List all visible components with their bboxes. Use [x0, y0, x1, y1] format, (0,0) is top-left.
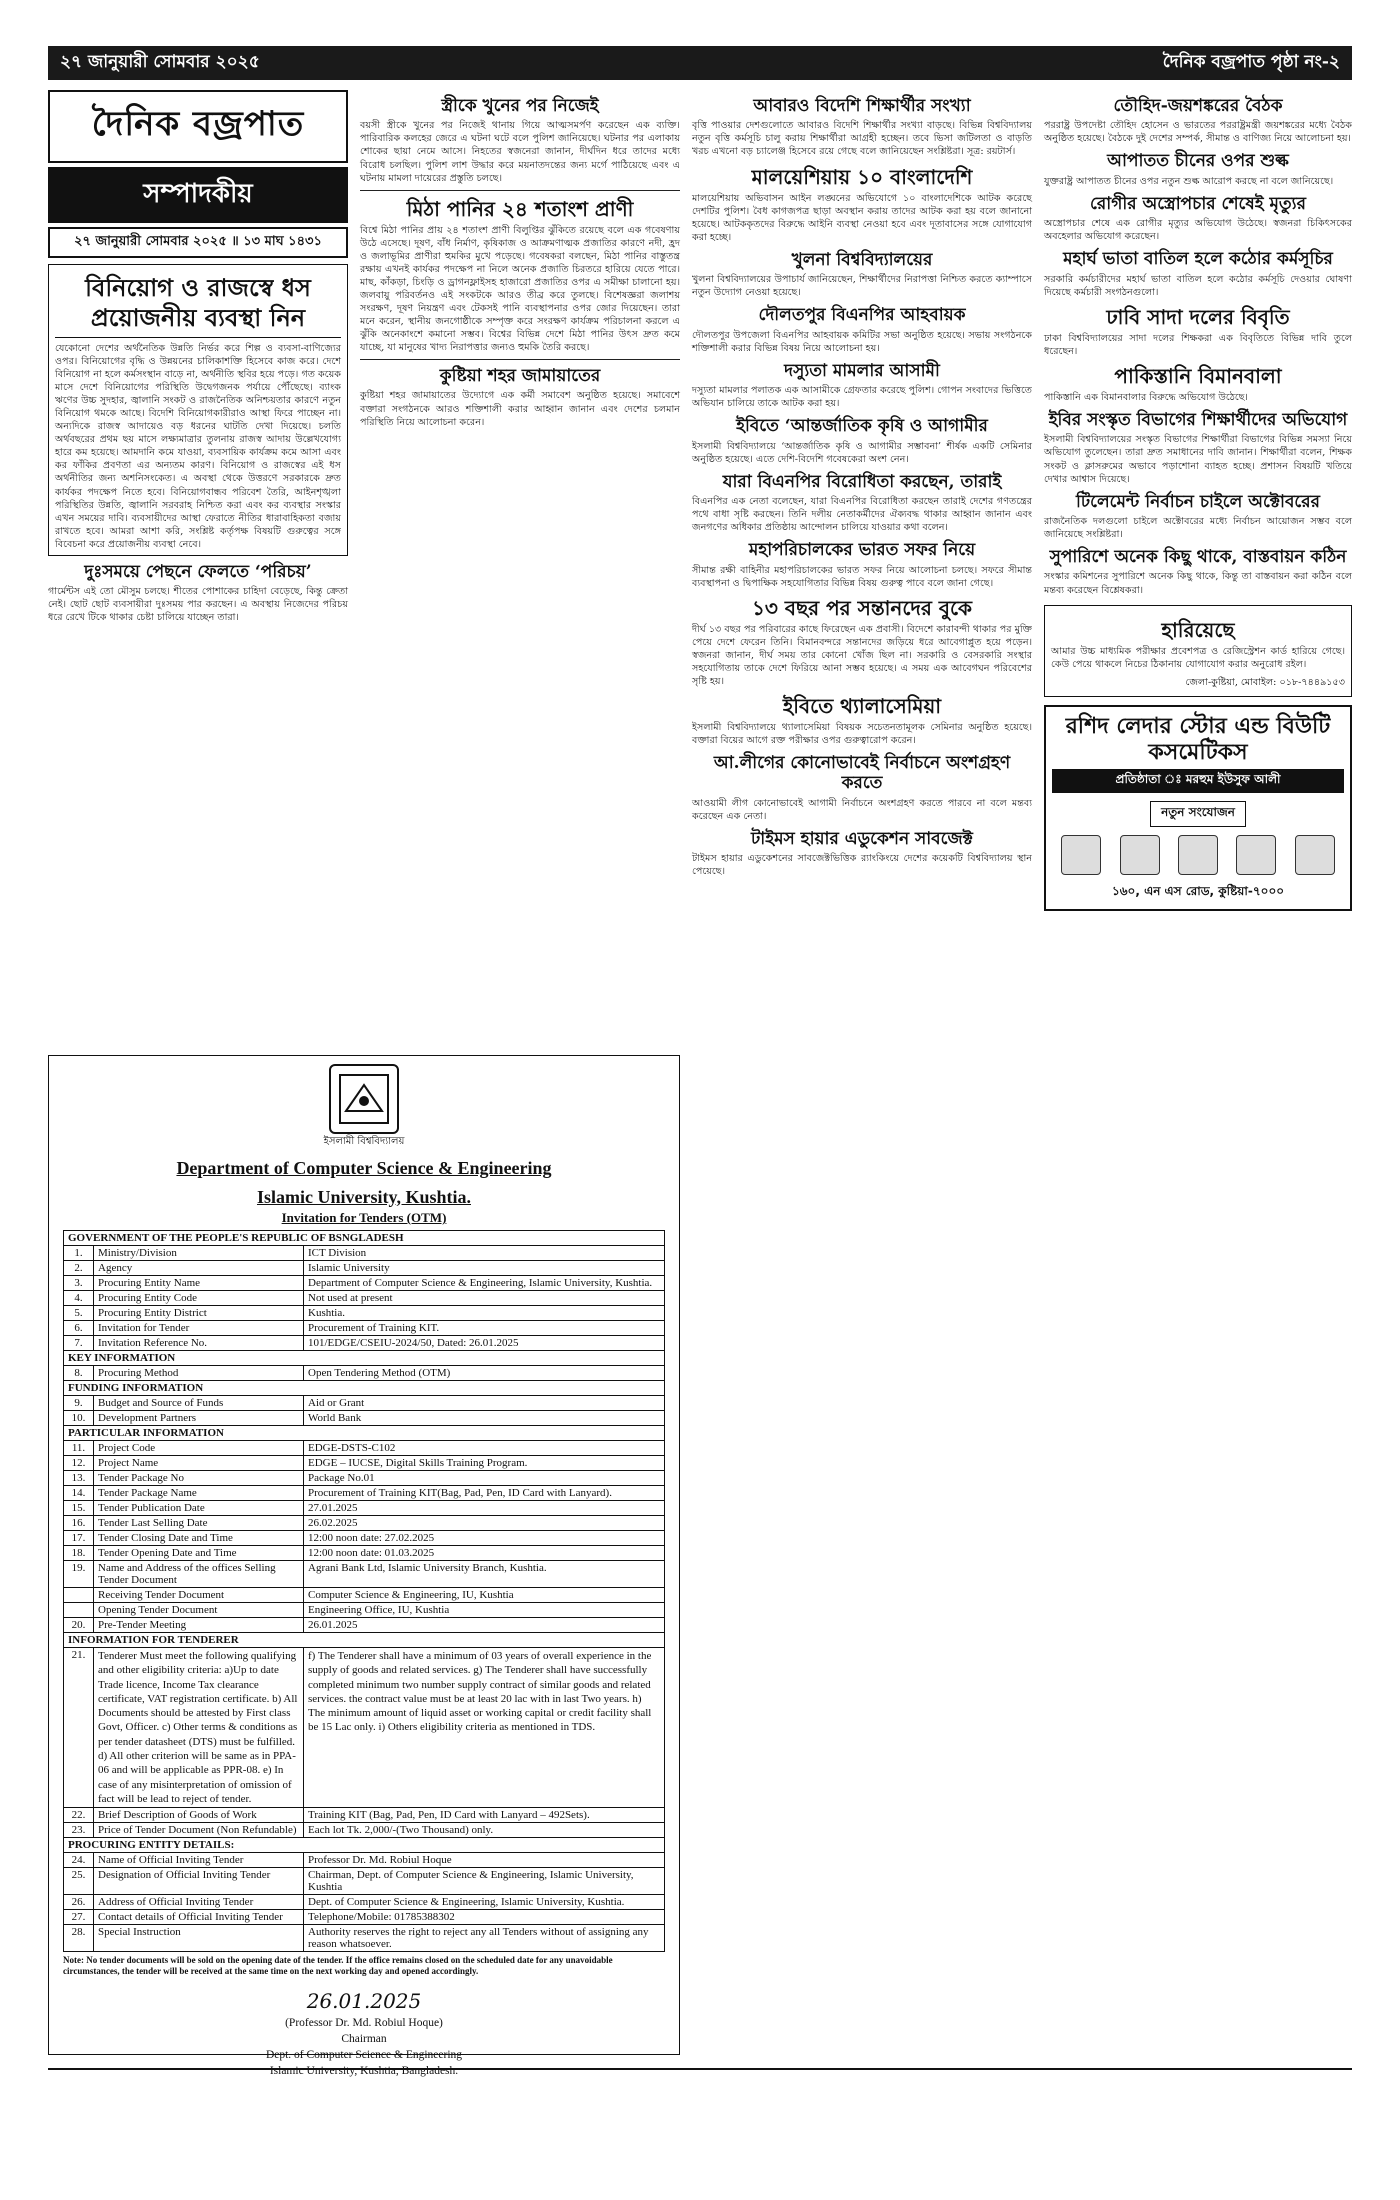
row-value: Open Tendering Method (OTM)	[304, 1366, 665, 1381]
bottom-rule	[48, 2068, 1352, 2070]
row-label: Name of Official Inviting Tender	[94, 1853, 304, 1868]
section-heading: PROCURING ENTITY DETAILS:	[64, 1838, 665, 1853]
story-headline: খুলনা বিশ্ববিদ্যালয়ের	[791, 249, 933, 270]
table-row	[64, 1306, 665, 1321]
table-row	[64, 1516, 665, 1531]
column-editorial	[48, 90, 348, 1040]
story-headline: ঢাবি সাদা দলের বিবৃতি	[1106, 304, 1290, 329]
section-row	[64, 1231, 665, 1246]
lost-notice	[1044, 605, 1352, 697]
row-number: 6.	[64, 1321, 94, 1336]
row-number: 14.	[64, 1486, 94, 1501]
row-number	[64, 1588, 94, 1603]
row-label: Budget and Source of Funds	[94, 1396, 304, 1411]
row-number: 26.	[64, 1895, 94, 1910]
signatory-title: Chairman	[341, 2032, 387, 2045]
table-row	[64, 1561, 665, 1588]
story-headline: ১৩ বছর পর সন্তানদের বুকে	[751, 595, 973, 620]
row-label: Tender Opening Date and Time	[94, 1546, 304, 1561]
story-headline: কুষ্টিয়া শহর জামায়াতের	[439, 366, 601, 387]
lost-body: আমার উচ্চ মাধ্যমিক পরীক্ষার প্রবেশপত্র ও রেজিস্ট্রেশন কার্ড হারিয়ে গেছে। কেউ পেয়ে থাকলে নিচের ঠিকানায় যোগাযোগ করার অনুরোধ রইল।	[1051, 645, 1345, 670]
row-value: Telephone/Mobile: 01785388302	[304, 1910, 665, 1925]
signatory-university: Islamic University, Kushtia, Bangladesh.	[269, 2065, 459, 2078]
section-row	[64, 1838, 665, 1853]
row-value: 26.01.2025	[304, 1618, 665, 1633]
row-number: 3.	[64, 1276, 94, 1291]
row-number: 22.	[64, 1808, 94, 1823]
row-value: Procurement of Training KIT.	[304, 1321, 665, 1336]
section-row	[64, 1426, 665, 1441]
story-headline: দৌলতপুর বিএনপির আহবায়ক	[758, 305, 966, 326]
row-number: 27.	[64, 1910, 94, 1925]
row-value: ICT Division	[304, 1246, 665, 1261]
row-label: Receiving Tender Document	[94, 1588, 304, 1603]
row-label: Invitation for Tender	[94, 1321, 304, 1336]
header-page-number: দৈনিক বজ্রপাত পৃষ্ঠা নং-২	[1162, 52, 1340, 72]
table-row	[64, 1396, 665, 1411]
row-label: Contact details of Official Inviting Tender	[94, 1910, 304, 1925]
ad-shop-name: রশিদ লেদার স্টোর এন্ড বিউটি কসমেটিকস	[1065, 712, 1331, 765]
row-value: EDGE-DSTS-C102	[304, 1441, 665, 1456]
row-value: Each lot Tk. 2,000/-(Two Thousand) only.	[304, 1823, 665, 1838]
row-value: Not used at present	[304, 1291, 665, 1306]
story-body: বয়সী স্ত্রীকে খুনের পর নিজেই থানায় গিয়ে আত্মসমর্পণ করেছেন এক ব্যক্তি। পারিবারিক কলহের জেরে এ ঘটনা ঘটে বলে পুলিশ জানিয়েছে। ঘটনার পর এলাকায় শোকের ছায়া নেমে আসে। নিহতের স্বজনেরা জানান, দীর্ঘদিন ধরে তাদের মধ্যে বিরোধ চলছিল। পুলিশ লাশ উদ্ধার করে ময়নাতদন্তের জন্য মর্গে পাঠিয়েছে এবং এ ঘটনায় মামলা দায়েরের প্রস্তুতি চলছে।	[360, 120, 680, 184]
story-headline: স্ত্রীকে খুনের পর নিজেই	[441, 96, 599, 116]
story-body: টাইমস হায়ার এডুকেশনের সাবজেক্টভিত্তিক র‍্যাংকিংয়ে দেশের কয়েকটি বিশ্ববিদ্যালয় স্থান পেয়েছে।	[692, 853, 1032, 878]
lost-headline: হারিয়েছে	[1161, 617, 1235, 642]
story-headline: রোগীর অস্ত্রোপচার শেষেই মৃত্যুর	[1090, 193, 1306, 214]
masthead-title: দৈনিক বজ্রপাত	[48, 90, 348, 163]
row-number: 8.	[64, 1366, 94, 1381]
row-label: Procuring Entity Name	[94, 1276, 304, 1291]
row-number: 28.	[64, 1925, 94, 1952]
story-headline: ইবিতে ‘আন্তর্জাতিক কৃষি ও আগামীর	[736, 416, 988, 437]
table-row	[64, 1261, 665, 1276]
story-body: ইসলামী বিশ্ববিদ্যালয়ে ‘আন্তর্জাতিক কৃষি ও আগামীর সম্ভাবনা’ শীর্ষক একটি সেমিনার অনুষ্ঠিত হয়েছে। এতে দেশি-বিদেশি গবেষকেরা অংশ নেন।	[692, 440, 1032, 465]
row-value: Training KIT (Bag, Pad, Pen, ID Card with Lanyard – 492Sets).	[304, 1808, 665, 1823]
row-label: Project Code	[94, 1441, 304, 1456]
section-heading: PARTICULAR INFORMATION	[64, 1426, 665, 1441]
row-value: Agrani Bank Ltd, Islamic University Branch, Kushtia.	[304, 1561, 665, 1588]
tender-subtitle: Invitation for Tenders (OTM)	[281, 1210, 447, 1225]
row-number: 7.	[64, 1336, 94, 1351]
row-value: Procurement of Training KIT(Bag, Pad, Pen, ID Card with Lanyard).	[304, 1486, 665, 1501]
header-date: ২৭ জানুয়ারী সোমবার ২০২৫	[60, 52, 260, 72]
table-row	[64, 1501, 665, 1516]
row-number: 10.	[64, 1411, 94, 1426]
story-body: ইসলামী বিশ্ববিদ্যালয়ে থ্যালাসেমিয়া বিষয়ক সচেতনতামূলক সেমিনার অনুষ্ঠিত হয়েছে। বক্তারা বিয়ের আগে রক্ত পরীক্ষার ওপর গুরুত্বারোপ করেন।	[692, 721, 1032, 746]
row-label: Designation of Official Inviting Tender	[94, 1868, 304, 1895]
product-image	[1295, 835, 1335, 875]
row-number: 15.	[64, 1501, 94, 1516]
story-headline: মহার্ঘ ভাতা বাতিল হলে কঠোর কর্মসূচির	[1063, 249, 1333, 270]
table-row	[64, 1486, 665, 1501]
section-heading: GOVERNMENT OF THE PEOPLE'S REPUBLIC OF BSNGLADESH	[64, 1231, 665, 1246]
story-body: রাজনৈতিক দলগুলো চাইলে অক্টোবরের মধ্যে নির্বাচন আয়োজন সম্ভব বলে জানিয়েছে সংশ্লিষ্টরা।	[1044, 516, 1352, 541]
table-row	[64, 1291, 665, 1306]
table-row	[64, 1588, 665, 1603]
section-heading: FUNDING INFORMATION	[64, 1381, 665, 1396]
table-row	[64, 1925, 665, 1952]
table-row	[64, 1618, 665, 1633]
row-value: EDGE – IUCSE, Digital Skills Training Program.	[304, 1456, 665, 1471]
row-value: Chairman, Dept. of Computer Science & Engineering, Islamic University, Kushtia	[304, 1868, 665, 1895]
table-row	[64, 1603, 665, 1618]
eligibility-row	[64, 1648, 665, 1808]
table-row	[64, 1895, 665, 1910]
section-title: সম্পাদকীয়	[48, 167, 348, 223]
story-headline: মালয়েশিয়ায় ১০ বাংলাদেশি	[751, 164, 973, 189]
story-headline: দুঃসময়ে পেছনে ফেলতে ‘পরিচয়’	[84, 561, 312, 582]
story-headline: মিঠা পানির ২৪ শতাংশ প্রাণী	[406, 196, 634, 221]
story-body: দীর্ঘ ১৩ বছর পর পরিবারের কাছে ফিরেছেন এক প্রবাসী। বিদেশে কারাবন্দী থাকার পর মুক্তি পেয়ে দেশে ফেরেন তিনি। বিমানবন্দরে সন্তানদের জড়িয়ে ধরে আবেগাপ্লুত হয়ে পড়েন। স্বজনরা জানান, দীর্ঘ সময় তার কোনো খোঁজ ছিল না। সরকারি ও বেসরকারি সংস্থার সহযোগিতায় তাকে দেশে ফিরিয়ে আনা সম্ভব হয়েছে। এ সময় এক আবেগঘন পরিবেশের সৃষ্টি হয়।	[692, 623, 1032, 687]
story-body: ইসলামী বিশ্ববিদ্যালয়ের সংস্কৃত বিভাগের শিক্ষার্থীরা বিভাগের বিভিন্ন সমস্যা নিয়ে অভিযোগ তুলেছেন। তারা দ্রুত সমাধানের দাবি জানান। শিক্ষার্থীরা বলেন, শিক্ষক সংকট ও ক্লাসরুমের অভাবে পড়াশোনা ব্যাহত হচ্ছে। প্রশাসন বিষয়টি খতিয়ে দেখার আশ্বাস দিয়েছে।	[1044, 434, 1352, 485]
row-number: 23.	[64, 1823, 94, 1838]
row-number: 11.	[64, 1441, 94, 1456]
row-label: Tender Package Name	[94, 1486, 304, 1501]
row-value: Authority reserves the right to reject any all Tenders without of assigning any reason whatsoever.	[304, 1925, 665, 1952]
row-label: Opening Tender Document	[94, 1603, 304, 1618]
row-number: 19.	[64, 1561, 94, 1588]
story-headline: যারা বিএনপির বিরোধিতা করছেন, তারাই	[722, 471, 1002, 492]
eligibility-right: f) The Tenderer shall have a minimum of 03 years of overall experience in the supply of goods and related services. g) The Tenderer shall have successfully completed minimum two number supply contract of similar goods and related services. the contract value must be at least 20 lac with in last Two years. h) The minimum amount of liquid asset or working capital or credit facility shall be 15 Lac only. i) Others eligibility criteria as mentioned in TDS.	[304, 1648, 665, 1808]
row-label: Price of Tender Document (Non Refundable)	[94, 1823, 304, 1838]
row-label: Tender Closing Date and Time	[94, 1531, 304, 1546]
signatory-dept: Dept. of Computer Science & Engineering	[265, 2049, 463, 2062]
advertisement	[1044, 705, 1352, 912]
row-number: 9.	[64, 1396, 94, 1411]
ad-product-images	[1052, 835, 1344, 875]
story-headline: দস্যুতা মামলার আসামী	[784, 360, 940, 381]
university-logo-icon	[329, 1064, 399, 1134]
row-number: 21.	[64, 1648, 94, 1808]
story-headline: মহাপরিচালকের ভারত সফর নিয়ে	[748, 540, 976, 561]
story-headline: পাকিস্তানি বিমানবালা	[1114, 363, 1282, 388]
row-number: 16.	[64, 1516, 94, 1531]
row-number: 1.	[64, 1246, 94, 1261]
row-value: Department of Computer Science & Engineering, Islamic University, Kushtia.	[304, 1276, 665, 1291]
row-value: Islamic University	[304, 1261, 665, 1276]
table-row	[64, 1531, 665, 1546]
row-label: Name and Address of the offices Selling Tender Document	[94, 1561, 304, 1588]
section-heading: KEY INFORMATION	[64, 1351, 665, 1366]
story-headline: ইবিতে থ্যালাসেমিয়া	[782, 693, 942, 718]
row-number: 2.	[64, 1261, 94, 1276]
row-number: 17.	[64, 1531, 94, 1546]
story-headline: আবারও বিদেশি শিক্ষার্থীর সংখ্যা	[753, 96, 971, 116]
story-headline: টিলেমেন্ট নির্বাচন চাইলে অক্টোবরের	[1076, 491, 1320, 512]
signature-block	[63, 1987, 665, 2079]
tender-notice	[48, 1055, 680, 2078]
logo-caption: ইসলামী বিশ্ববিদ্যালয়	[323, 1136, 405, 1147]
row-number: 12.	[64, 1456, 94, 1471]
table-row	[64, 1441, 665, 1456]
story-body: বিশ্বে মিঠা পানির প্রায় ২৪ শতাংশ প্রাণী বিলুপ্তির ঝুঁকিতে রয়েছে বলে এক গবেষণায় উঠে এসেছে। দূষণ, বাঁধ নির্মাণ, কৃষিকাজ ও আক্রমণাত্মক প্রজাতির কারণে নদী, হ্রদ ও জলাভূমির প্রাণীরা হুমকির মুখে পড়েছে। গবেষকরা বলছেন, মিঠা পানির বাস্তুতন্ত্র রক্ষায় এখনই কার্যকর পদক্ষেপ না নিলে অনেক প্রজাতি চিরতরে হারিয়ে যেতে পারে। মাছ, কাঁকড়া, চিংড়ি ও ড্রাগনফ্লাইসহ হাজারো প্রজাতির ওপর এ সমীক্ষা চালানো হয়। জলবায়ু পরিবর্তনও এই সংকটকে আরও তীব্র করে তুলছে। বিশেষজ্ঞরা জলাশয় সংরক্ষণ, দূষণ নিয়ন্ত্রণ এবং টেকসই পানি ব্যবস্থাপনার ওপর জোর দিয়েছেন। তারা মনে করেন, স্থানীয় জনগোষ্ঠীকে সম্পৃক্ত করে সংরক্ষণ কার্যক্রম পরিচালনা করলে এ ঝুঁকি অনেকাংশে কমানো সম্ভব। বিশ্বের বিভিন্ন দেশে মিঠা পানির উৎস দ্রুত কমে যাচ্ছে, যা মানুষের খাদ্য নিরাপত্তার জন্যও হুমকি তৈরি করছে।	[360, 224, 680, 354]
table-row	[64, 1471, 665, 1486]
table-row	[64, 1808, 665, 1823]
ad-address: ১৬০, এন এস রোড, কুষ্টিয়া-৭০০০	[1111, 884, 1285, 899]
story-body: খুলনা বিশ্ববিদ্যালয়ের উপাচার্য জানিয়েছেন, শিক্ষার্থীদের নিরাপত্তা নিশ্চিত করতে ক্যাম্পাসে নতুন উদ্যোগ নেওয়া হয়েছে।	[692, 274, 1032, 299]
story-headline: আপাতত চীনের ওপর শুল্ক	[1107, 151, 1289, 172]
row-value: Computer Science & Engineering, IU, Kushtia	[304, 1588, 665, 1603]
row-label: Tender Package No	[94, 1471, 304, 1486]
ad-founder: প্রতিষ্ঠাতা ঃ মরহুম ইউসুফ আলী	[1052, 769, 1344, 793]
editorial-box	[48, 264, 348, 556]
signatory-name: (Professor Dr. Md. Robiul Hoque)	[285, 2016, 443, 2029]
divider	[360, 359, 680, 360]
divider	[360, 190, 680, 191]
row-label: Procuring Method	[94, 1366, 304, 1381]
table-row	[64, 1853, 665, 1868]
story-body: পররাষ্ট্র উপদেষ্টা তৌহিদ হোসেন ও ভারতের পররাষ্ট্রমন্ত্রী জয়শঙ্করের মধ্যে বৈঠক অনুষ্ঠিত হয়েছে। বৈঠকে দুই দেশের সম্পর্ক, সীমান্ত ও বাণিজ্য নিয়ে আলোচনা হয়।	[1044, 120, 1352, 145]
table-row	[64, 1321, 665, 1336]
row-number: 25.	[64, 1868, 94, 1895]
table-row	[64, 1910, 665, 1925]
story-body: দৌলতপুর উপজেলা বিএনপির আহবায়ক কমিটির সভা অনুষ্ঠিত হয়েছে। সভায় সংগঠনকে শক্তিশালী করার বিভিন্ন বিষয় নিয়ে আলোচনা হয়।	[692, 329, 1032, 354]
row-number: 5.	[64, 1306, 94, 1321]
row-number: 13.	[64, 1471, 94, 1486]
story-body: বিএনপির এক নেতা বলেছেন, যারা বিএনপির বিরোধিতা করছেন তারাই দেশের গণতন্ত্রের পথে বাধা সৃষ্টি করছেন। তিনি দলীয় নেতাকর্মীদের ঐক্যবদ্ধ থাকার আহ্বান জানান এবং জনগণের অধিকার প্রতিষ্ঠায় আন্দোলন চালিয়ে যাওয়ার কথা বলেন।	[692, 496, 1032, 534]
table-row	[64, 1546, 665, 1561]
row-label: Tender Last Selling Date	[94, 1516, 304, 1531]
product-image	[1178, 835, 1218, 875]
column-news-3	[692, 90, 1032, 2090]
tender-note: Note: No tender documents will be sold on the opening date of the tender. If the office remains closed on the scheduled date for any unavoidable circumstances, the tender will be received at the same time on the next working day and opened accordingly.	[63, 1955, 613, 1977]
story-headline: আ.লীগের কোনোভাবেই নির্বাচনে অংশগ্রহণ করতে	[713, 753, 1011, 794]
story-body: অস্ত্রোপচার শেষে এক রোগীর মৃত্যুর অভিযোগ উঠেছে। স্বজনরা চিকিৎসকের অবহেলার অভিযোগ করেছেন।	[1044, 218, 1352, 243]
row-number: 20.	[64, 1618, 94, 1633]
row-label: Brief Description of Goods of Work	[94, 1808, 304, 1823]
row-label: Address of Official Inviting Tender	[94, 1895, 304, 1910]
story-body: কুষ্টিয়া শহর জামায়াতের উদ্যোগে এক কর্মী সমাবেশ অনুষ্ঠিত হয়েছে। সমাবেশে বক্তারা সংগঠনকে আরও শক্তিশালী করার আহ্বান জানান এবং দেশের চলমান পরিস্থিতি নিয়ে আলোচনা করেন।	[360, 390, 680, 428]
row-label: Invitation Reference No.	[94, 1336, 304, 1351]
row-value: Package No.01	[304, 1471, 665, 1486]
row-value: Kushtia.	[304, 1306, 665, 1321]
editorial-body: যেকোনো দেশের অর্থনৈতিক উন্নতি নির্ভর করে শিল্প ও ব্যবসা-বাণিজ্যের ওপর। বিনিয়োগের বৃদ্ধি ও উন্নয়নের চালিকাশক্তি হিসেবে কাজ করে। দেশে বিনিয়োগ না হলে কর্মসংস্থান বাড়ে না, অর্থনীতি স্থবির হয়ে পড়ে। গত কয়েক মাসে দেশে বিনিয়োগের পরিস্থিতি উদ্বেগজনক পর্যায়ে পৌঁছেছে। ব্যাংক ঋণের উচ্চ সুদহার, জ্বালানি সংকট ও রাজনৈতিক অনিশ্চয়তার কারণে নতুন বিনিয়োগ থমকে আছে। বিদেশি বিনিয়োগকারীরাও আস্থা ফিরে পাচ্ছেন না। অন্যদিকে রাজস্ব আদায়েও বড় ধরনের ঘাটতি দেখা দিয়েছে। চলতি অর্থবছরের প্রথম ছয় মাসে লক্ষ্যমাত্রার তুলনায় রাজস্ব আদায় উল্লেখযোগ্য হারে কম হয়েছে। আমদানি কমে যাওয়া, ব্যবসায়িক কার্যক্রম কমে আসা এবং কর ফাঁকির প্রবণতা এর অন্যতম কারণ। বিনিয়োগ ও রাজস্বের এই ধস অর্থনীতির জন্য অশনিসংকেত। এ অবস্থা থেকে উত্তরণে সরকারকে দ্রুত কার্যকর পদক্ষেপ নিতে হবে। বিনিয়োগবান্ধব পরিবেশ তৈরি, আইনশৃঙ্খলা পরিস্থিতির উন্নতি, জ্বালানি সরবরাহ নিশ্চিত করা এবং কর ব্যবস্থার সংস্কার এখন সময়ের দাবি। ব্যবসায়ীদের আস্থা ফেরাতে নীতির ধারাবাহিকতা বজায় রাখতে হবে। আমরা আশা করি, সংশ্লিষ্ট কর্তৃপক্ষ বিষয়টি গুরুত্বের সঙ্গে বিবেচনা করে প্রয়োজনীয় ব্যবস্থা নেবে।	[55, 343, 341, 550]
table-row	[64, 1336, 665, 1351]
table-row	[64, 1868, 665, 1895]
story-body: বৃত্তি পাওয়ার দেশগুলোতে আবারও বিদেশি শিক্ষার্থীর সংখ্যা বাড়ছে। বিভিন্ন বিশ্ববিদ্যালয় নতুন বৃত্তি কর্মসূচি চালু করায় শিক্ষার্থীরা আগ্রহী হচ্ছেন। তবে ভিসা জটিলতা ও বাড়তি খরচ এখনো বড় চ্যালেঞ্জ হিসেবে রয়ে গেছে বলে জানিয়েছেন সংশ্লিষ্টরা। সূত্র: রয়টার্স।	[692, 120, 1032, 158]
story-body: আওয়ামী লীগ কোনোভাবেই আগামী নির্বাচনে অংশগ্রহণ করতে পারবে না বলে মন্তব্য করেছেন এক নেতা।	[692, 797, 1032, 822]
row-number: 24.	[64, 1853, 94, 1868]
story-body: পাকিস্তানি এক বিমানবালার বিরুদ্ধে অভিযোগ উঠেছে।	[1044, 391, 1248, 403]
story-body: দস্যুতা মামলার পলাতক এক আসামীকে গ্রেফতার করেছে পুলিশ। গোপন সংবাদের ভিত্তিতে অভিযান চালিয়ে তাকে আটক করা হয়।	[692, 385, 1032, 410]
row-value: 27.01.2025	[304, 1501, 665, 1516]
row-number	[64, 1603, 94, 1618]
section-row	[64, 1381, 665, 1396]
story-body: মালয়েশিয়ায় অভিবাসন আইন লঙ্ঘনের অভিযোগে ১০ বাংলাদেশিকে আটক করেছে দেশটির পুলিশ। বৈধ কাগজপত্র ছাড়া অবস্থান করায় তাদের আটক করা হয় বলে জানানো হয়েছে। আটককৃতদের বিরুদ্ধে আইনি ব্যবস্থা নেওয়া হবে এবং দূতাবাসের সঙ্গে যোগাযোগ করা হচ্ছে।	[692, 192, 1032, 243]
table-row	[64, 1276, 665, 1291]
section-row	[64, 1351, 665, 1366]
table-row	[64, 1246, 665, 1261]
column-news-2	[360, 90, 680, 1040]
tender-title-dept: Department of Computer Science & Engineering	[176, 1158, 552, 1178]
row-label: Project Name	[94, 1456, 304, 1471]
row-number: 18.	[64, 1546, 94, 1561]
lost-signature: জেলা-কুষ্টিয়া, মোবাইল: ০১৮-৭৪৪৯১৫৩	[1185, 676, 1345, 688]
story-headline: টাইমস হায়ার এডুকেশন সাবজেক্ট	[751, 828, 973, 849]
section-row	[64, 1633, 665, 1648]
column-news-4	[1044, 90, 1352, 2090]
product-image	[1061, 835, 1101, 875]
row-value: 101/EDGE/CSEIU-2024/50, Dated: 26.01.2025	[304, 1336, 665, 1351]
story-headline: তৌহিদ-জয়শঙ্করের বৈঠক	[1113, 96, 1283, 116]
story-body: সরকারি কর্মচারীদের মহার্ঘ ভাতা বাতিল হলে কঠোর কর্মসূচি দেওয়ার ঘোষণা দিয়েছে কর্মচারী সংগঠনগুলো।	[1044, 273, 1352, 298]
row-value: Professor Dr. Md. Robiul Hoque	[304, 1853, 665, 1868]
row-value: Engineering Office, IU, Kushtia	[304, 1603, 665, 1618]
row-value: Dept. of Computer Science & Engineering, Islamic University, Kushtia.	[304, 1895, 665, 1910]
product-image	[1120, 835, 1160, 875]
table-row	[64, 1456, 665, 1471]
masthead-date: ২৭ জানুয়ারী সোমবার ২০২৫ ॥ ১৩ মাঘ ১৪৩১	[48, 227, 348, 258]
row-number: 4.	[64, 1291, 94, 1306]
signature-mark: 26.01.2025	[306, 1988, 422, 2013]
section-heading: INFORMATION FOR TENDERER	[64, 1633, 665, 1648]
row-label: Pre-Tender Meeting	[94, 1618, 304, 1633]
story-body: ঢাকা বিশ্ববিদ্যালয়ের সাদা দলের শিক্ষকরা এক বিবৃতিতে বিভিন্ন দাবি তুলে ধরেছেন।	[1044, 332, 1352, 357]
tender-title-university: Islamic University, Kushtia.	[256, 1186, 471, 1207]
table-row	[64, 1366, 665, 1381]
eligibility-left: Tenderer Must meet the following qualifying and other eligibility criteria: a)Up to date Trade licence, Income Tax clearance certificate, VAT registration certificate. b) All Documents should be attested by First class Govt, Officer. c) Other terms & conditions as per tender datasheet (DTS) must be fulfilled. d) All other criterion will be same as in PPA-06 and will be applicable as PPR-08. e) In case of any misinterpretation of omission of fact will be lead to reject of tender.	[94, 1648, 304, 1808]
row-value: 12:00 noon date: 27.02.2025	[304, 1531, 665, 1546]
ad-new-arrival: নতুন সংযোজন	[1150, 801, 1246, 827]
story-headline: সুপারিশে অনেক কিছু থাকে, বাস্তবায়ন কঠিন	[1049, 547, 1347, 568]
tender-table	[63, 1230, 665, 1952]
story-body: গার্মেন্টস এই তো মৌসুম চলছে। শীতের পোশাকের চাহিদা বেড়েছে, কিন্তু ক্রেতা নেই। ছোট ছোট ব্যবসায়ীরা দুঃসময় পার করছেন। এ অবস্থায় নিজেদের পরিচয় ধরে রেখে টিকে থাকার চেষ্টা চালিয়ে যাচ্ছেন তারা।	[48, 586, 348, 624]
row-value: World Bank	[304, 1411, 665, 1426]
row-value: Aid or Grant	[304, 1396, 665, 1411]
row-label: Development Partners	[94, 1411, 304, 1426]
row-value: 12:00 noon date: 01.03.2025	[304, 1546, 665, 1561]
table-row	[64, 1823, 665, 1838]
product-image	[1236, 835, 1276, 875]
row-value: 26.02.2025	[304, 1516, 665, 1531]
row-label: Tender Publication Date	[94, 1501, 304, 1516]
row-label: Procuring Entity Code	[94, 1291, 304, 1306]
row-label: Agency	[94, 1261, 304, 1276]
story-body: সংস্কার কমিশনের সুপারিশে অনেক কিছু থাকে, কিন্তু তা বাস্তবায়ন করা কঠিন বলে মন্তব্য করেছেন বিশ্লেষকরা।	[1044, 571, 1352, 596]
story-body: যুক্তরাষ্ট্র আপাতত চীনের ওপর নতুন শুল্ক আরোপ করছে না বলে জানিয়েছে।	[1044, 175, 1334, 187]
row-label: Ministry/Division	[94, 1246, 304, 1261]
row-label: Special Instruction	[94, 1925, 304, 1952]
table-row	[64, 1411, 665, 1426]
page-header-bar	[48, 46, 1352, 80]
logo-emblem-icon	[336, 1071, 392, 1127]
story-body: সীমান্ত রক্ষী বাহিনীর মহাপরিচালকের ভারত সফর নিয়ে আলোচনা চলছে। সফরে সীমান্ত ব্যবস্থাপনা ও দ্বিপাক্ষিক সহযোগিতার বিভিন্ন বিষয় গুরুত্ব পাবে বলে জানা গেছে।	[692, 564, 1032, 589]
row-label: Procuring Entity District	[94, 1306, 304, 1321]
story-headline: ইবির সংস্কৃত বিভাগের শিক্ষার্থীদের অভিযোগ	[1048, 410, 1348, 431]
editorial-headline: বিনিয়োগ ও রাজস্বে ধস প্রয়োজনীয় ব্যবস্থা নিন	[55, 269, 341, 338]
